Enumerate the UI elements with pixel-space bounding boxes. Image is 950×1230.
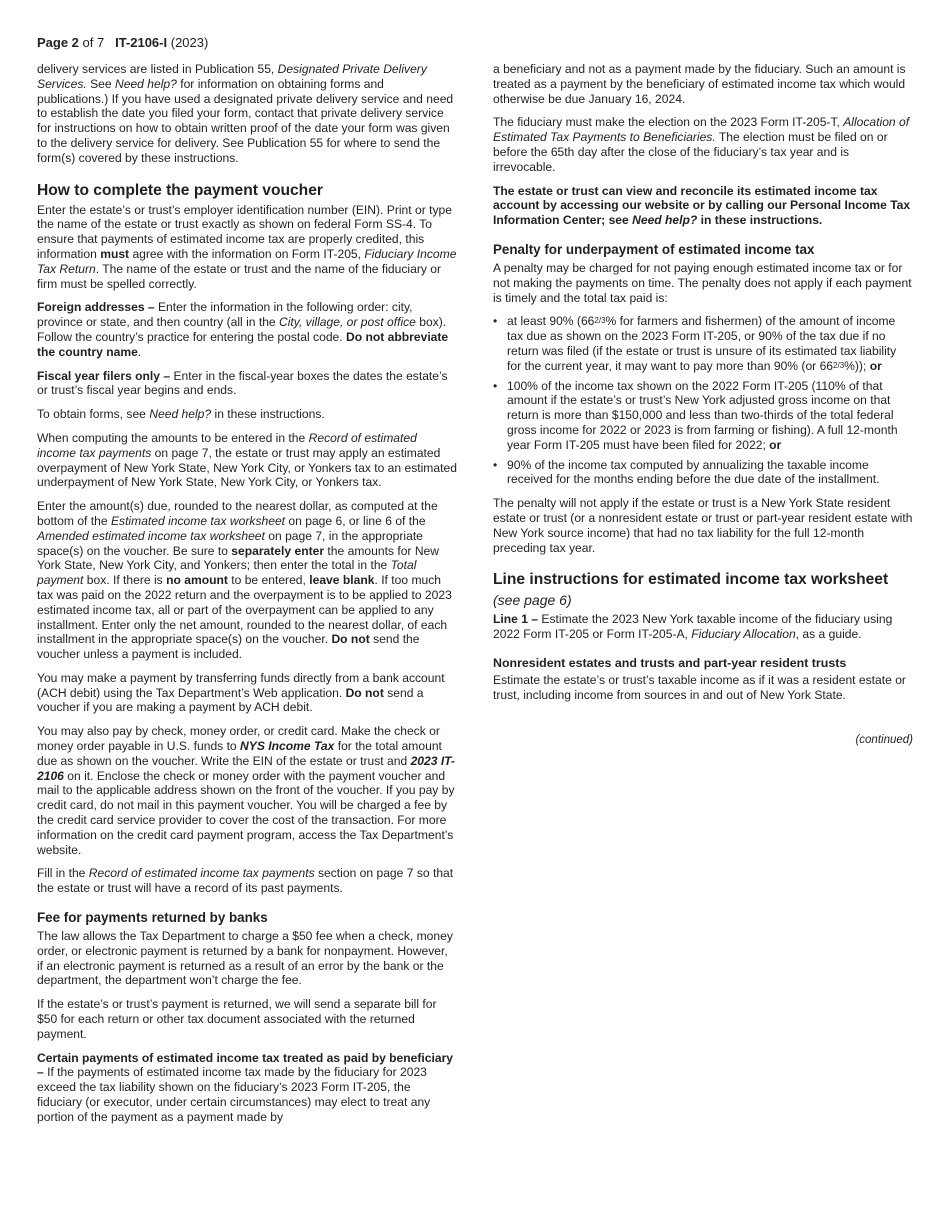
heading-nonresident: Nonresident estates and trusts and part-year resident trusts [493, 655, 847, 670]
right-column [493, 62, 913, 747]
penalty-paragraph: A penalty may be charged for not paying enough estimated income tax or for not making the payments on time. The penalty does not apply if each payment is timely and the total tax paid is: [493, 260, 912, 305]
returned-paragraph: If the estate’s or trust’s payment is returned, we will send a separate bill for $50 for each return or other tax document associated with the returned payment. [37, 997, 437, 1041]
page-header [37, 35, 208, 50]
heading-line-instructions: Line instructions for estimated income tax worksheet [493, 571, 889, 589]
ach-paragraph: You may make a payment by transferring funds directly from a bank account (ACH debit) using the Tax Department’s Web application. Do not send a voucher if you are making a payment by ACH debit. [37, 670, 445, 715]
computing-paragraph: When computing the amounts to be entered in the Record of estimated income tax payments on page 7, the estate or trust may apply an estimated overpayment of New York State, New York City, or Yonkers tax to an estimated underpayment of New York State, New York City, or Yonkers tax. [37, 430, 457, 490]
line1-paragraph: Line 1 – Estimate the 2023 New York taxable income of the fiduciary using 2022 Form IT-205 or Form IT-205-A, Fiduciary Allocation, as a guide. [493, 612, 893, 642]
check-payment-paragraph: You may also pay by check, money order, or credit card. Make the check or money order payable in U.S. funds to NYS Income Tax for the total amount due as shown on the voucher. Write the EIN of the estate or trust and 2023 IT-2106 on it. Enclose the check or money order with the payment voucher and mail to the applicable address shown on the front of the voucher. If you pay by credit card, do not mail in this payment voucher. You will be charged a fee by the credit card service provider to cover the cost of the transaction. For more information on the credit card payment program, access the Tax Department’s website. [37, 724, 455, 857]
list-item: • 100% of the income tax shown on the 2022 Form IT-205 (110% of that amount if the estate’s or trust’s New York adjusted gross income on that return is more than $150,000 and less than two-thirds of the total federal gross income for 2022 or 2023 is from farming or fishing). A full 12-month year Form IT-205 must have been filed for 2022; or [493, 379, 913, 453]
record-paragraph: Fill in the Record of estimated income tax payments section on page 7 so that the estate or trust will have a record of its past payments. [37, 866, 454, 896]
obtain-forms-paragraph: To obtain forms, see Need help? in these instructions. [37, 407, 325, 422]
nonresident-paragraph: Estimate the estate’s or trust’s taxable income as if it was a resident estate or trust, including income from sources in and out of New York State. [493, 672, 906, 702]
voucher-paragraph: Enter the estate’s or trust’s employer identification number (EIN). Print or type the name of the estate or trust exactly as shown on federal Form SS-4. To ensure that payments of estimated income tax are properly credited, this information must agree with the information on Form IT-205, Fiduciary Income Tax Return. The name of the estate or trust and the name of the fiduciary or firm must be spelled correctly. [37, 202, 457, 291]
left-column [37, 62, 457, 1134]
page-of-total: of 7 [82, 35, 105, 50]
form-year: (2023) [170, 35, 209, 50]
amount-due-paragraph: Enter the amount(s) due, rounded to the nearest dollar, as computed at the bottom of the Estimated income tax worksheet on page 6, or line 6 of the Amended estimated income tax worksheet on page 7, in the appropriate space(s) on the voucher. Be sure to separately enter the amounts for New York State, New York City, and Yonkers; then enter the total in the Total payment box. If there is no amount to be entered, leave blank. If too much tax was paid on the 2022 return and the overpayment is to be applied to 2023 estimated income tax, all or part of the overpayment can be applied to any installment. Enter only the net amount, rounded to the nearest dollar, of each installment in the appropriate space(s) on the voucher. Do not send the voucher unless a payment is included. [37, 499, 452, 662]
election-paragraph: The fiduciary must make the election on the 2023 Form IT-205-T, Allocation of Estimated Tax Payments to Beneficiaries. The election must be filed on or before the 65th day after the close of the fiduciary’s tax year and is irrevocable. [493, 115, 910, 174]
list-item: • at least 90% (662/3% for farmers and fishermen) of the amount of income tax due as shown on the 2023 Form IT-205, or 90% of the tax due if no return was filed (if the estate or trust is unsure of its estimated tax liability for the current year, it may want to pay more than 90% (or 662/3%)); or [493, 314, 913, 373]
fee-paragraph: The law allows the Tax Department to charge a $50 fee when a check, money order, or electronic payment is returned by a bank for nonpayment. However, if an electronic payment is returned as a result of an error by the bank or the department, the department won’t charge the fee. [37, 929, 453, 988]
no-penalty-paragraph: The penalty will not apply if the estate or trust is a New York State resident estate or trust (or a nonresident estate or trust or part-year resident estate with New York source income) that had no tax liability for the full 12-month preceding tax year. [493, 496, 913, 555]
intro-paragraph: delivery services are listed in Publication 55, Designated Private Delivery Services. See Need help? for information on obtaining forms and publications.) If you have used a designated private delivery service and need to establish the date you filed your form, contact that private delivery service for instructions on how to obtain written proof of the date your form was given to the delivery service for delivery. See Publication 55 for where to send the form(s) covered by these instructions. [37, 62, 454, 165]
penalty-list [493, 314, 913, 487]
foreign-addresses-paragraph: Foreign addresses – Enter the information in the following order: city, province or state, and then country (all in the City, village, or post office box). Follow the country’s practice for entering the postal code. Do not abbreviate the country name. [37, 300, 449, 359]
view-account-paragraph: The estate or trust can view and reconcile its estimated income tax account by accessing our website or by calling our Personal Income Tax Information Center; see Need help? in these instructions. [493, 183, 911, 228]
page-label: Page 2 [37, 35, 79, 50]
list-item: • 90% of the income tax computed by annualizing the taxable income received for the months ending before the due date of the installment. [493, 458, 913, 488]
continued-label: (continued) [855, 733, 913, 746]
beneficiary-paragraph: Certain payments of estimated income tax treated as paid by beneficiary – If the payments of estimated income tax made by the fiduciary for 2023 exceed the tax liability shown on the fiduciary’s 2023 Form IT-205, the fiduciary (or executor, under certain circumstances) may elect to treat any portion of the payment as a payment made by [37, 1050, 454, 1124]
heading-returned-payment-fee: Fee for payments returned by banks [37, 910, 268, 926]
heading-payment-voucher: How to complete the payment voucher [37, 181, 323, 199]
continued-paragraph: a beneficiary and not as a payment made by the fiduciary. Such an amount is treated as a payment by the beneficiary of estimated income tax which would otherwise be due January 16, 2024. [493, 62, 906, 106]
fiscal-year-paragraph: Fiscal year filers only – Enter in the fiscal-year boxes the dates the estate’s or trust’s fiscal year begins and ends. [37, 368, 448, 398]
heading-penalty: Penalty for underpayment of estimated income tax [493, 241, 815, 257]
line-instructions-subtitle: (see page 6) [493, 592, 572, 609]
form-id: IT-2106-I [115, 35, 168, 50]
